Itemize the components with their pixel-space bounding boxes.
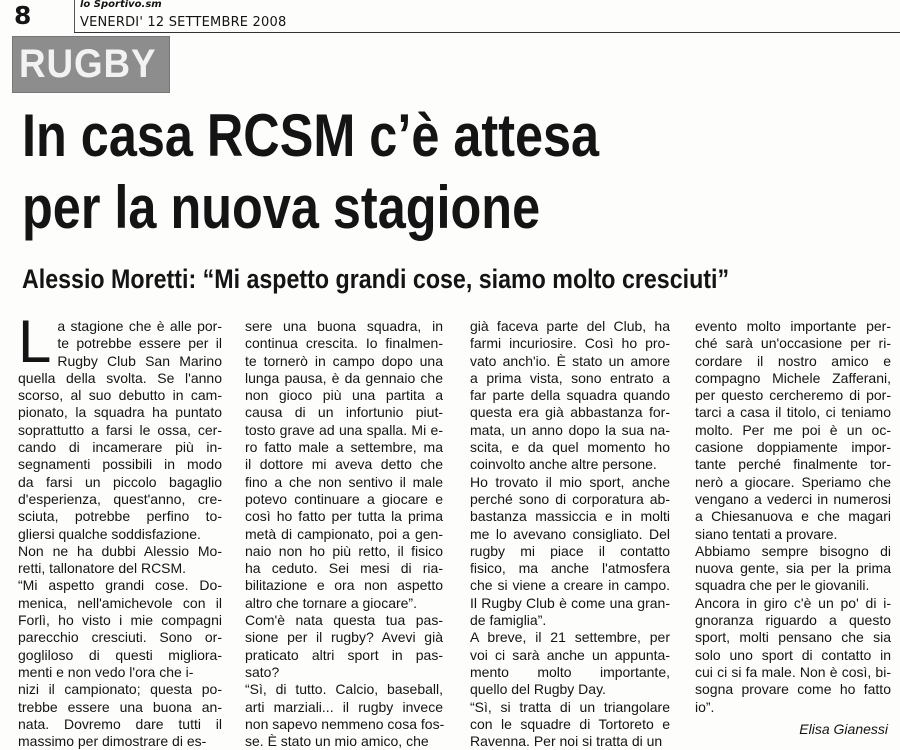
text-line: molto. Per me poi è un oc- xyxy=(695,421,891,438)
column-4-text xyxy=(695,318,891,716)
text-line: sciuta, potrebbe perfino to- xyxy=(18,508,222,525)
section-label: RUGBY xyxy=(19,42,157,86)
drop-cap: L xyxy=(18,308,52,375)
article-column-1 xyxy=(18,308,222,750)
text-line: a Chiesanuova e che magari xyxy=(695,508,891,525)
text-line: Ancora in giro c'è un po' di i- xyxy=(695,594,891,611)
text-line: nuova gente, sia per la prima xyxy=(695,560,891,577)
text-line: te potrebbe essere per il xyxy=(57,335,222,352)
text-line: lunga pausa, è da gennaio che xyxy=(245,369,443,386)
text-line: sogna provare come ho fatto xyxy=(695,681,891,698)
issue-date: VENERDI' 12 SETTEMBRE 2008 xyxy=(80,15,287,30)
text-line: tarci a casa il titolo, ci teniamo xyxy=(695,404,891,421)
text-line: gogliloso di questi migliora- xyxy=(18,646,222,663)
text-line: menti e non vedo l'ora che i- xyxy=(18,663,194,680)
text-line: sato? xyxy=(245,663,280,680)
text-line: sport, molti pensano che sia xyxy=(695,629,891,646)
text-line: Rugby Club San Marino xyxy=(57,352,222,369)
text-line: con le squadre di Tortoreto e xyxy=(470,715,670,732)
text-line: parecchio cresciuti. Sono or- xyxy=(18,629,222,646)
text-line: metà di campionato, poi a gen- xyxy=(245,525,443,542)
text-line: questa era già abbastanza for- xyxy=(470,404,670,421)
text-line: “Mi aspetto grandi cose. Do- xyxy=(18,577,222,594)
text-line: d'esperienza, quest'anno, cre- xyxy=(18,490,222,507)
column-3-text xyxy=(470,318,670,750)
text-line: perché sono di corporatura ab- xyxy=(470,490,670,507)
text-line: rugby mi piace il contatto xyxy=(470,542,670,559)
text-line: gliersi qualche soddisfazione. xyxy=(18,525,201,542)
text-line: io”. xyxy=(695,698,715,715)
text-line: altro che tornare a giocare”. xyxy=(245,594,417,611)
text-line: causa di un infortunio piut- xyxy=(245,404,443,421)
text-line: menica, nell'amichevole con il xyxy=(18,594,222,611)
text-line: fisico, ma anche l'atmosfera xyxy=(470,560,670,577)
text-line: tosto grave ad una spalla. Mi e- xyxy=(245,421,443,438)
text-line: A breve, il 21 settembre, per xyxy=(470,629,670,646)
text-line: vengano a vederci in numerosi xyxy=(695,490,891,507)
text-line: ché sarà un'occasione per ri- xyxy=(695,335,891,352)
text-line: non sapevo nemmeno cosa fos- xyxy=(245,715,445,732)
text-line: segnamenti possibili in modo xyxy=(18,456,222,473)
title-line: In casa RCSM c’è attesa xyxy=(22,102,600,169)
text-line: cando di incamerare più in- xyxy=(18,439,222,456)
text-line: evento molto importante per- xyxy=(695,318,891,334)
column-2-text xyxy=(245,318,443,750)
article-title xyxy=(22,100,753,244)
text-line: solo uno sport di contatto in xyxy=(695,646,891,663)
text-line: Ho trovato il mio sport, anche xyxy=(470,473,670,490)
text-line: tante perché finalmente tor- xyxy=(695,456,891,473)
text-line: se. È stato un mio amico, che xyxy=(245,733,429,750)
text-line: de famiglia”. xyxy=(470,612,547,629)
text-line: vato anch'io. È stato un amore xyxy=(470,352,670,369)
section-banner xyxy=(12,36,170,93)
text-line: scita, e da quel momento ho xyxy=(470,439,670,456)
text-line: a prima vista, sono entrato a xyxy=(470,369,670,386)
text-line: compagno Michele Zafferani, xyxy=(695,369,891,386)
text-line: siano tentati a provare. xyxy=(695,525,838,542)
column-1-text xyxy=(18,308,222,750)
text-line: naio non ho più retto, il fisico xyxy=(245,542,443,559)
text-line: pionato, la squadra ha puntato xyxy=(18,404,222,421)
text-line: nata. Dovremo dare tutti il xyxy=(18,715,222,732)
text-line: scorso, al suo debutto in cam- xyxy=(18,387,222,404)
page-number: 8 xyxy=(14,1,32,30)
text-line: arti marziali... il rugby invece xyxy=(245,698,443,715)
text-line: fino a che non sentivo il male xyxy=(245,473,443,490)
text-line: ha ceduto. Sei mesi di ria- xyxy=(245,560,443,577)
text-line: da farsi un piccolo bagaglio xyxy=(18,473,222,490)
text-line: continua crescita. Io finalmen- xyxy=(245,335,443,352)
text-line: squadra che per le giovanili. xyxy=(695,577,870,594)
text-line: così ho fatto per tutta la prima xyxy=(245,508,443,525)
text-line: Abbiamo sempre bisogno di xyxy=(695,542,891,559)
text-line: cui ci si fa male. Non è così, bi- xyxy=(695,663,891,680)
text-line: mento molto importante, xyxy=(470,663,670,680)
article-subtitle: Alessio Moretti: “Mi aspetto grandi cose, siamo molto cresciuti” xyxy=(22,264,730,294)
text-line: “Sì, di tutto. Calcio, baseball, xyxy=(245,681,443,698)
text-line: Forlì, ho visto i mie compagni xyxy=(18,612,222,629)
text-line: a stagione che è alle por- xyxy=(57,318,222,334)
text-line: gnoranza riguardo a questo xyxy=(695,612,891,629)
text-line: “Sì, si tratta di un triangolare xyxy=(470,698,670,715)
article-author: Elisa Gianessi xyxy=(799,721,888,737)
title-line: per la nuova stagione xyxy=(22,174,541,241)
text-line: per questo cercheremo di por- xyxy=(695,387,891,404)
text-line: massimo per dimostrare di es- xyxy=(18,733,207,750)
text-line: Non ne ha dubbi Alessio Mo- xyxy=(18,542,222,559)
text-line: ro fatto male a settembre, ma xyxy=(245,439,443,456)
header-rule xyxy=(74,32,900,33)
text-line: sere una buona squadra, in xyxy=(245,318,443,334)
header-divider xyxy=(74,0,75,33)
text-line: me lo avevano consigliato. Del xyxy=(470,525,670,542)
newspaper-name: lo Sportivo.sm xyxy=(80,0,162,10)
text-line: non gioco più una partita a xyxy=(245,387,443,404)
text-line: soprattutto a farsi le ossa, cer- xyxy=(18,421,222,438)
text-line: che si viene a creare in campo. xyxy=(470,577,670,594)
text-line: trebbe essere una buona an- xyxy=(18,698,222,715)
text-line: far parte della squadra quando xyxy=(470,387,670,404)
text-line: bastanza massiccia e in molti xyxy=(470,508,670,525)
text-line: bilitazione e ora non aspetto xyxy=(245,577,443,594)
article-column-3 xyxy=(470,318,670,750)
text-line: mata, un anno dopo la sua na- xyxy=(470,421,670,438)
text-line: quella della svolta. Se l'anno xyxy=(18,369,222,386)
text-line: Il Rugby Club è come una gran- xyxy=(470,594,670,611)
text-line: retti, tallonatore del RCSM. xyxy=(18,560,187,577)
text-line: nerò a giocare. Speriamo che xyxy=(695,473,891,490)
text-line: nizi il campionato; questa po- xyxy=(18,681,222,698)
text-line: quello del Rugby Day. xyxy=(470,681,606,698)
text-line: coinvolto anche altre persone. xyxy=(470,456,657,473)
text-line: già faceva parte del Club, ha xyxy=(470,318,670,334)
text-line: farmi incuriosire. Così ho pro- xyxy=(470,335,670,352)
text-line: cordare il nostro amico e xyxy=(695,352,891,369)
text-line: Ravenna. Per noi si tratta di un xyxy=(470,733,663,750)
text-line: potevo continuare a giocare e xyxy=(245,490,443,507)
text-line: praticato altri sport in pas- xyxy=(245,646,443,663)
text-line: Com'è nata questa tua pas- xyxy=(245,612,443,629)
text-line: il dottore mi aveva detto che xyxy=(245,456,443,473)
text-line: te tornerò in campo dopo una xyxy=(245,352,443,369)
article-column-4 xyxy=(695,318,891,716)
text-line: sione per il rugby? Avevi già xyxy=(245,629,443,646)
article-column-2 xyxy=(245,318,443,750)
text-line: voi ci sarà anche un appunta- xyxy=(470,646,670,663)
text-line: casione doppiamente impor- xyxy=(695,439,891,456)
